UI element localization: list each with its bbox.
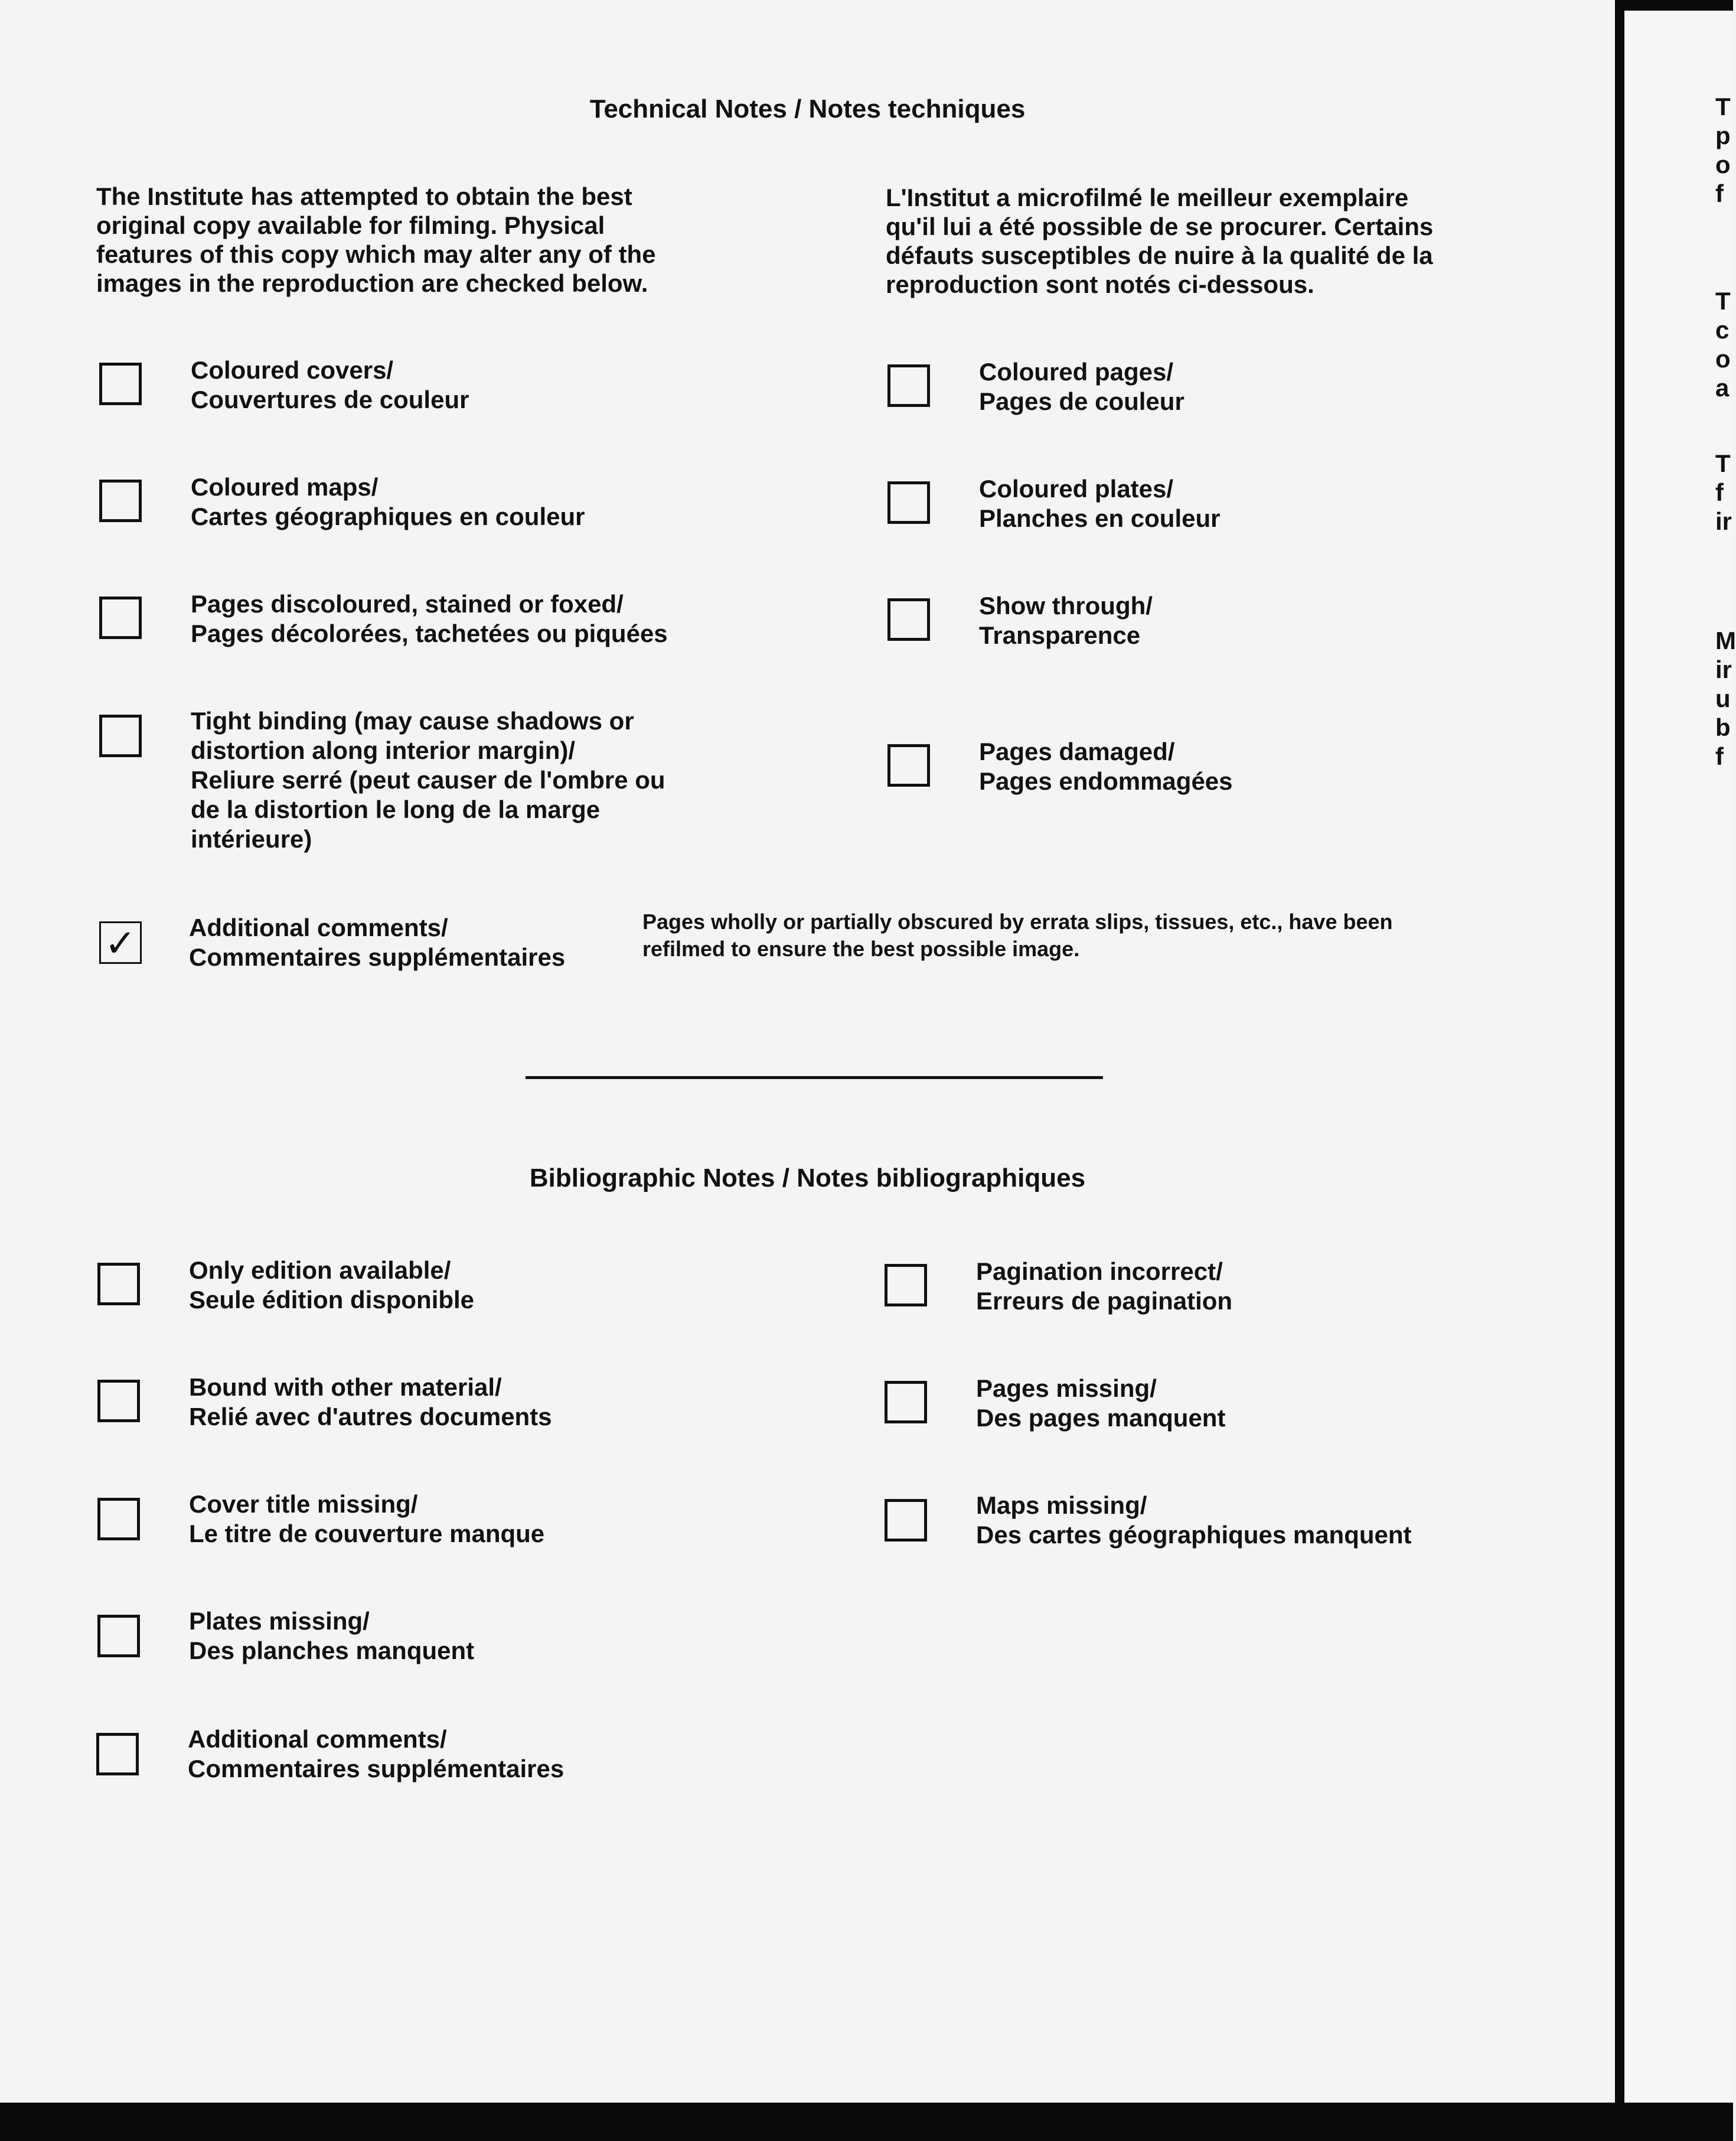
checkbox[interactable] — [887, 481, 930, 524]
label-line: Couvertures de couleur — [191, 386, 469, 413]
label-line: Show through/ — [979, 592, 1153, 620]
label-line: Bound with other material/ — [189, 1373, 502, 1401]
label-line: de la distortion le long de la marge — [191, 796, 601, 823]
label-line: Coloured maps/ — [191, 473, 378, 501]
item-label — [979, 737, 1233, 796]
label-line: distortion along interior margin)/ — [191, 737, 575, 764]
item-label — [191, 589, 668, 649]
margin-fragment: M — [1715, 627, 1736, 654]
checkbox[interactable] — [97, 1263, 140, 1305]
intro-english-line: original copy available for filming. Physical — [96, 211, 605, 239]
label-line: Cover title missing/ — [189, 1490, 418, 1518]
intro-english-line: images in the reproduction are checked below. — [96, 269, 648, 297]
label-line: Only edition available/ — [189, 1256, 451, 1284]
bottom-film-border — [0, 2103, 1733, 2141]
margin-fragment: ir — [1715, 656, 1732, 683]
item-label — [188, 1725, 564, 1784]
label-line: Des pages manquent — [976, 1404, 1226, 1432]
label-line: Pages missing/ — [976, 1374, 1157, 1402]
label-line: Coloured plates/ — [979, 475, 1174, 503]
checkbox[interactable] — [97, 1380, 140, 1422]
label-line: intérieure) — [191, 825, 312, 853]
item-label — [189, 913, 565, 972]
technical-notes-heading: Technical Notes / Notes techniques — [589, 94, 1026, 123]
item-label — [979, 474, 1220, 533]
margin-fragment: f — [1715, 478, 1724, 506]
item-label — [976, 1491, 1412, 1550]
checkbox[interactable] — [99, 597, 142, 639]
checkmark-icon: ✓ — [105, 922, 136, 964]
label-line: Coloured pages/ — [979, 358, 1174, 386]
label-line: Plates missing/ — [189, 1607, 370, 1635]
checkbox[interactable] — [97, 1498, 140, 1540]
label-line: Pagination incorrect/ — [976, 1257, 1223, 1285]
checkbox[interactable] — [885, 1381, 927, 1423]
margin-fragment: f — [1715, 180, 1724, 207]
margin-fragment: f — [1715, 742, 1724, 770]
label-line: Pages discoloured, stained or foxed/ — [191, 590, 624, 618]
label-line: Erreurs de pagination — [976, 1287, 1233, 1315]
margin-fragment: p — [1715, 122, 1731, 149]
margin-fragment: ir — [1715, 507, 1732, 535]
label-line: Coloured covers/ — [191, 356, 394, 384]
checkbox[interactable] — [885, 1264, 927, 1306]
margin-fragment: T — [1715, 449, 1731, 477]
label-line: Pages décolorées, tachetées ou piquées — [191, 620, 668, 647]
item-label — [976, 1374, 1225, 1433]
intro-french-line: qu'il lui a été possible de se procurer. Certains — [886, 213, 1434, 240]
label-line: Le titre de couverture manque — [189, 1520, 545, 1547]
label-line: Des cartes géographiques manquent — [976, 1521, 1412, 1549]
label-line: Commentaires supplémentaires — [189, 943, 566, 971]
checkbox[interactable] — [99, 480, 142, 522]
comment-text — [642, 908, 1393, 963]
label-line: Additional comments/ — [189, 914, 448, 941]
checkbox[interactable] — [885, 1499, 927, 1542]
checkbox[interactable] — [99, 715, 142, 757]
checkbox[interactable] — [99, 363, 142, 405]
intro-english-line: The Institute has attempted to obtain the best — [96, 183, 632, 210]
margin-fragment: o — [1715, 345, 1731, 373]
label-line: Reliure serré (peut causer de l'ombre ou — [191, 766, 665, 794]
margin-fragment: u — [1715, 685, 1731, 712]
margin-fragment: b — [1715, 713, 1731, 741]
item-label — [191, 706, 665, 854]
bibliographic-notes-heading: Bibliographic Notes / Notes bibliographiques — [529, 1164, 1086, 1192]
label-line: Cartes géographiques en couleur — [191, 503, 585, 530]
checkbox[interactable] — [887, 364, 930, 407]
label-line: Pages endommagées — [979, 767, 1233, 795]
checkbox-checked[interactable] — [99, 921, 142, 964]
label-line: Additional comments/ — [188, 1725, 447, 1753]
label-line: Relié avec d'autres documents — [189, 1403, 552, 1430]
intro-french-line: L'Institut a microfilmé le meilleur exemplaire — [886, 184, 1409, 211]
item-label — [976, 1257, 1232, 1316]
item-label — [979, 591, 1153, 650]
item-label — [189, 1256, 474, 1315]
margin-fragment: o — [1715, 151, 1731, 178]
checkbox[interactable] — [97, 1615, 140, 1657]
margin-fragment: T — [1715, 93, 1731, 120]
top-edge-shadow — [1624, 0, 1733, 11]
section-divider — [526, 1076, 1103, 1079]
intro-english-line: features of this copy which may alter any of the — [96, 240, 656, 268]
label-line: Planches en couleur — [979, 504, 1221, 532]
checkbox[interactable] — [887, 598, 930, 641]
label-line: Des planches manquent — [189, 1637, 475, 1664]
item-label — [191, 472, 585, 532]
margin-fragment: T — [1715, 287, 1731, 315]
item-label — [979, 357, 1184, 416]
intro-french-line: reproduction sont notés ci-dessous. — [886, 271, 1314, 298]
margin-fragment: a — [1715, 374, 1730, 402]
checkbox[interactable] — [96, 1733, 139, 1775]
page-edge-shadow — [1615, 0, 1624, 2103]
margin-fragment: c — [1715, 316, 1730, 344]
intro-french — [886, 183, 1433, 299]
label-line: Seule édition disponible — [189, 1286, 475, 1314]
intro-english — [96, 182, 656, 298]
label-line: Pages de couleur — [979, 387, 1184, 415]
checkbox[interactable] — [887, 744, 930, 787]
label-line: Maps missing/ — [976, 1491, 1147, 1519]
item-label — [191, 356, 469, 415]
item-label — [189, 1490, 544, 1549]
comment-line: Pages wholly or partially obscured by errata slips, tissues, etc., have been — [642, 910, 1393, 934]
intro-french-line: défauts susceptibles de nuire à la qualité de la — [886, 242, 1433, 269]
label-line: Pages damaged/ — [979, 738, 1175, 765]
label-line: Tight binding (may cause shadows or — [191, 707, 634, 735]
comment-line: refilmed to ensure the best possible image. — [642, 937, 1080, 961]
item-label — [189, 1373, 552, 1432]
label-line: Commentaires supplémentaires — [188, 1755, 564, 1782]
item-label — [189, 1606, 474, 1666]
label-line: Transparence — [979, 621, 1141, 649]
